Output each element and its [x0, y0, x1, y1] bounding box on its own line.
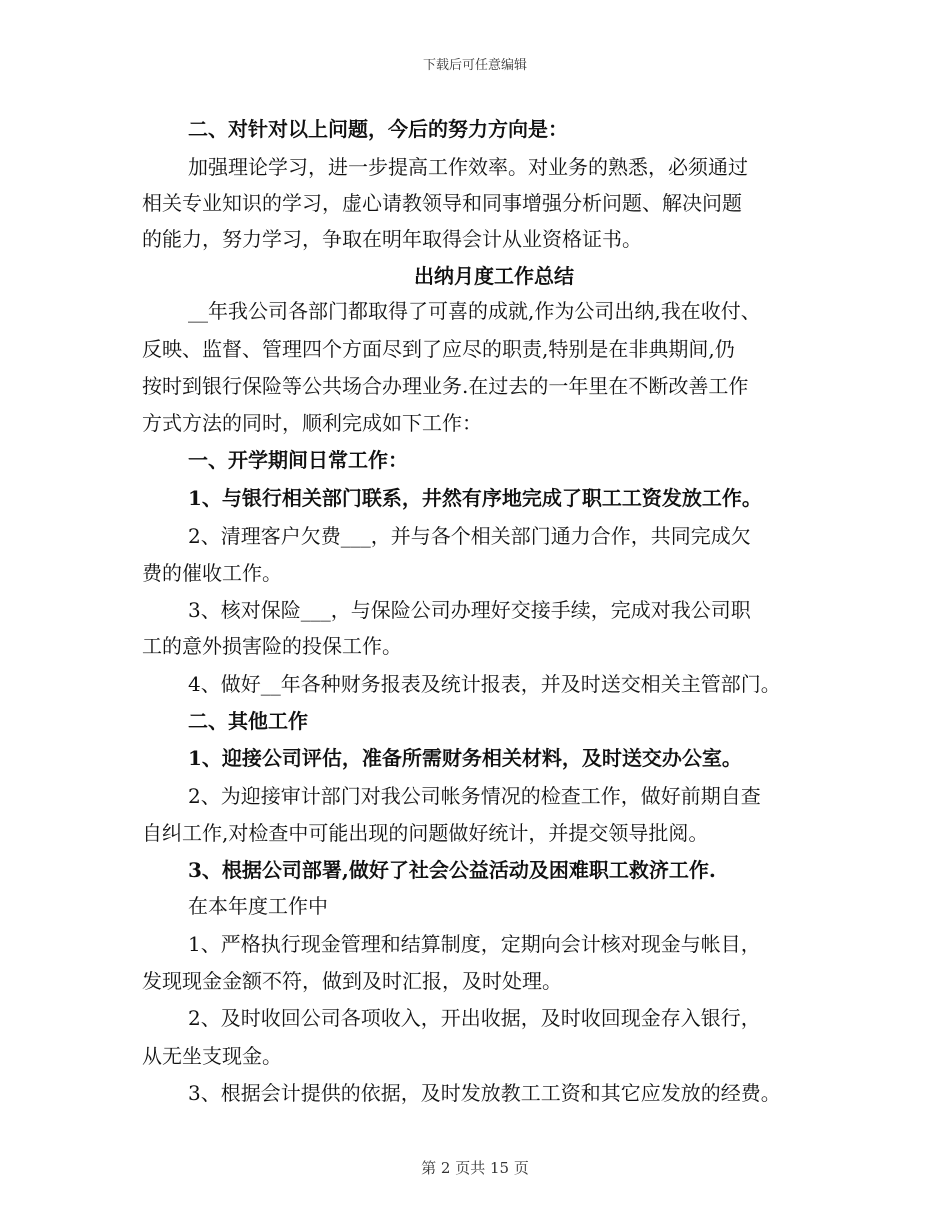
section-heading: 二、其他工作 [188, 709, 308, 733]
paragraph-line: 加强理论学习，进一步提高工作效率。对业务的熟悉，必须通过 [188, 155, 748, 179]
paragraph-line: 反映、监督、管理四个方面尽到了应尽的职责,特别是在非典期间,仍 [142, 337, 735, 361]
list-item: 1、严格执行现金管理和结算制度，定期向会计核对现金与帐目， [188, 932, 761, 956]
document-title: 出纳月度工作总结 [414, 264, 574, 288]
list-item: 1、迎接公司评估，准备所需财务相关材料，及时送交办公室。 [188, 746, 742, 770]
paragraph-line: 相关专业知识的学习，虚心请教领导和同事增强分析问题、解决问题 [142, 191, 742, 215]
list-item-continuation: 从无坐支现金。 [142, 1044, 282, 1068]
paragraph-line: 按时到银行保险等公共场合办理业务.在过去的一年里在不断改善工作 [142, 374, 749, 398]
list-item: 4、做好__年各种财务报表及统计报表，并及时送交相关主管部门。 [188, 672, 781, 696]
list-item-continuation: 发现现金金额不符，做到及时汇报，及时处理。 [142, 969, 562, 993]
list-item-continuation: 自纠工作,对检查中可能出现的问题做好统计，并提交领导批阅。 [142, 821, 709, 845]
paragraph-line: 方式方法的同时，顺利完成如下工作： [142, 411, 482, 435]
paragraph-line: 在本年度工作中 [188, 894, 328, 918]
list-item: 3、核对保险___，与保险公司办理好交接手续，完成对我公司职 [188, 598, 751, 622]
section-heading: 二、对针对以上问题，今后的努力方向是： [188, 117, 568, 141]
page-header: 下载后可任意编辑 [422, 58, 527, 73]
list-item: 3、根据会计提供的依据，及时发放教工工资和其它应发放的经费。 [188, 1081, 781, 1105]
list-item: 3、根据公司部署,做好了社会公益活动及困难职工救济工作. [188, 858, 716, 882]
list-item: 2、清理客户欠费___，并与各个相关部门通力合作，共同完成欠 [188, 524, 751, 548]
paragraph-line: 的能力，努力学习，争取在明年取得会计从业资格证书。 [142, 227, 642, 251]
paragraph-line: __年我公司各部门都取得了可喜的成就,作为公司出纳,我在收付、 [188, 299, 761, 323]
list-item-continuation: 费的催收工作。 [142, 561, 282, 585]
page-footer: 第 2 页共 15 页 [421, 1159, 529, 1177]
list-item: 2、为迎接审计部门对我公司帐务情况的检查工作，做好前期自查 [188, 784, 761, 808]
section-heading: 一、开学期间日常工作： [188, 448, 408, 472]
list-item: 1、与银行相关部门联系，井然有序地完成了职工工资发放工作。 [188, 486, 762, 510]
list-item-continuation: 工的意外损害险的投保工作。 [142, 634, 402, 658]
list-item: 2、及时收回公司各项收入，开出收据，及时收回现金存入银行， [188, 1006, 761, 1030]
